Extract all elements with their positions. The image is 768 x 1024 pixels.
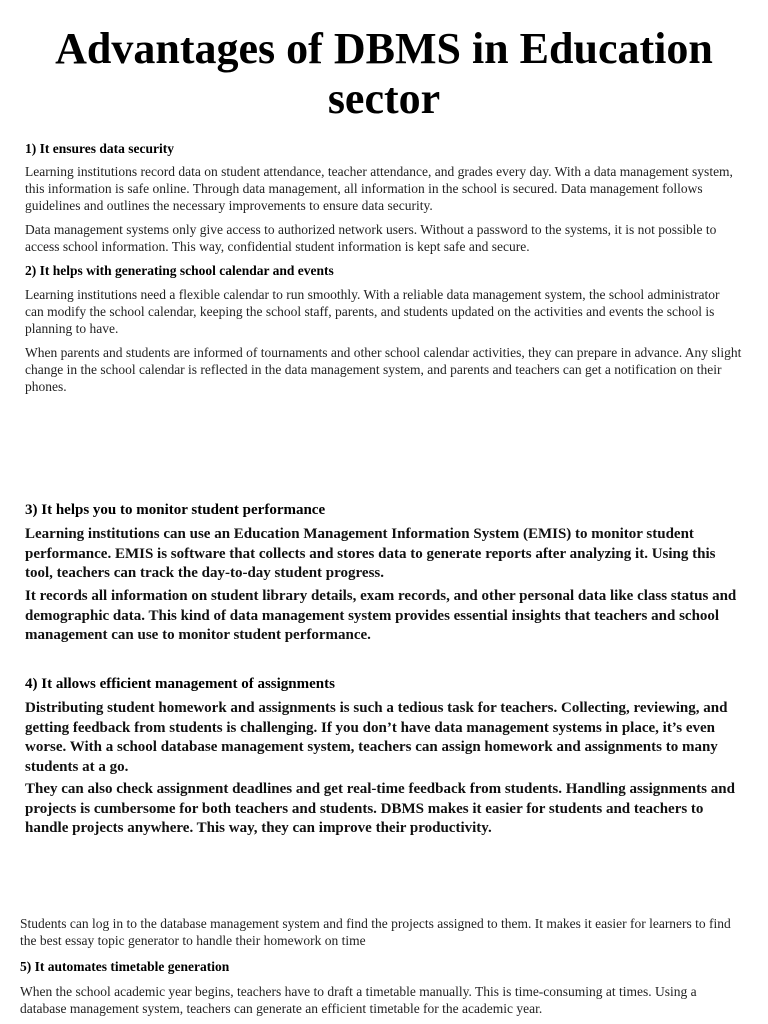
- section-5-heading: 5) It automates timetable generation: [20, 959, 230, 974]
- section-1-paragraph-2: Data management systems only give access to authorized network users. Without a password to the systems, it is not possible to access school information. This way, confidential student information is kept safe and secure.: [25, 222, 717, 254]
- section-2-paragraph-1: Learning institutions need a flexible calendar to run smoothly. With a reliable data management system, the school administrator can modify the school calendar, keeping the school staff, parents, and students updated on the activities and events the school is planning to have.: [25, 287, 720, 336]
- section-1-paragraph-1: Learning institutions record data on student attendance, teacher attendance, and grades every day. With a data management system, this information is safe online. Through data management, all information in the school is secured. Data management follows guidelines and outlines the necessary improvements to ensure data security.: [25, 164, 733, 213]
- projects-paragraph: Students can log in to the database management system and find the projects assigned to them. It makes it easier for learners to find the best essay topic generator to handle their homework on time: [20, 916, 731, 948]
- section-4-paragraph-2: They can also check assignment deadlines and get real-time feedback from students. Handling assignments and projects is cumbersome for both teachers and students. DBMS makes it easier for students and teachers to handle projects anywhere. This way, they can improve their productivity.: [25, 781, 735, 836]
- section-3-heading: 3) It helps you to monitor student performance: [25, 502, 326, 518]
- section-4-paragraph-1: Distributing student homework and assignments is such a tedious task for teachers. Collecting, reviewing, and getting feedback from students is challenging. If you don’t have data management systems in place, it’s even worse. With a school database management system, teachers can assign homework and assignments to many students at a go.: [25, 700, 728, 775]
- section-2-heading: 2) It helps with generating school calendar and events: [25, 263, 334, 278]
- section-3-paragraph-2: It records all information on student library details, exam records, and other personal data like class status and demographic data. This kind of data management system provides essential insights that teachers and school management can use to monitor student performance.: [25, 588, 737, 643]
- section-5-paragraph-1: When the school academic year begins, teachers have to draft a timetable manually. This is time-consuming at times. Using a database management system, teachers can generate an efficient timetable for the academic year.: [20, 984, 697, 1016]
- section-4-heading: 4) It allows efficient management of assignments: [25, 676, 335, 692]
- section-1-heading: 1) It ensures data security: [25, 141, 174, 156]
- section-2-paragraph-2: When parents and students are informed of tournaments and other school calendar activities, they can prepare in advance. Any slight change in the school calendar is reflected in the data management system, and parents and teachers can get a notification on their phones.: [25, 345, 742, 394]
- section-3-paragraph-1: Learning institutions can use an Education Management Information System (EMIS) to monitor student performance. EMIS is software that collects and stores data to generate reports after analyzing it. Using this tool, teachers can track the day-to-day student progress.: [25, 526, 716, 581]
- page-title: Advantages of DBMS in Education sector: [55, 24, 713, 123]
